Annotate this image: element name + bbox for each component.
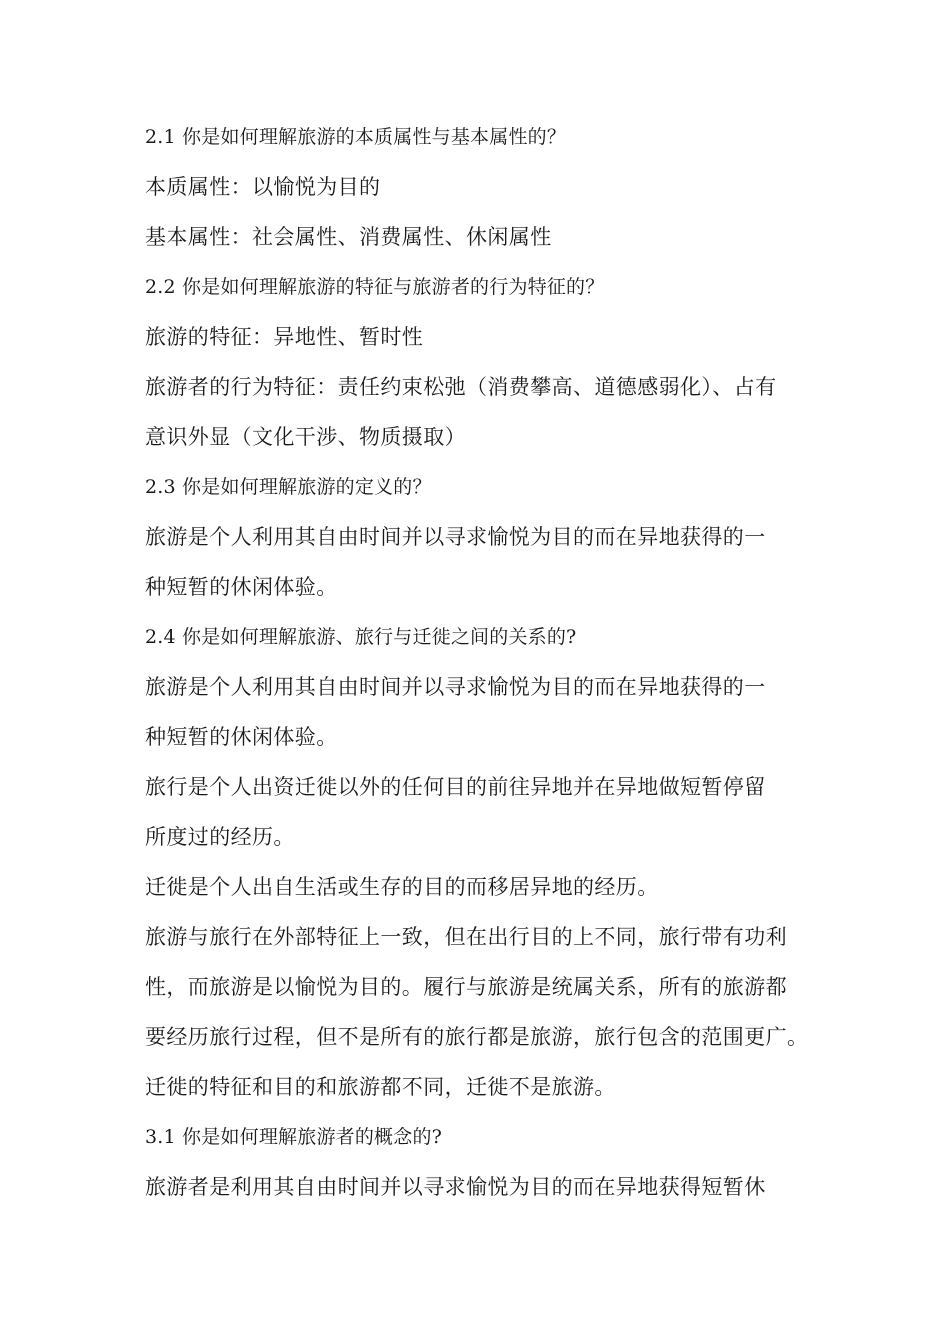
answer-line: 本质属性：以愉悦为目的: [145, 175, 381, 199]
answer-line: 基本属性：社会属性、消费属性、休闲属性: [145, 225, 552, 249]
answer-line: 种短暂的休闲体验。: [145, 575, 338, 599]
answer-line: 旅游是个人利用其自由时间并以寻求愉悦为目的而在异地获得的一: [145, 525, 766, 549]
answer-line: 所度过的经历。: [145, 825, 295, 849]
question-2-4: 2.4 你是如何理解旅游、旅行与迁徙之间的关系的?: [145, 626, 577, 648]
answer-line: 迁徙的特征和目的和旅游都不同，迁徙不是旅游。: [145, 1075, 616, 1099]
answer-line: 旅游是个人利用其自由时间并以寻求愉悦为目的而在异地获得的一: [145, 675, 766, 699]
document-body: [145, 118, 810, 1218]
answer-line: 迁徙是个人出自生活或生存的目的而移居异地的经历。: [145, 875, 659, 899]
answer-line: 意识外显（文化干涉、物质摄取）: [145, 425, 466, 449]
answer-line: 要经历旅行过程，但不是所有的旅行都是旅游，旅行包含的范围更广。: [145, 1025, 809, 1049]
answer-line: 旅游与旅行在外部特征上一致，但在出行目的上不同，旅行带有功利: [145, 925, 787, 949]
answer-line: 旅游者的行为特征：责任约束松弛（消费攀高、道德感弱化）、占有: [145, 375, 777, 399]
question-3-1: 3.1 你是如何理解旅游者的概念的?: [145, 1126, 443, 1148]
question-2-1: 2.1 你是如何理解旅游的本质属性与基本属性的？: [145, 126, 567, 148]
answer-line: 种短暂的休闲体验。: [145, 725, 338, 749]
answer-line: 旅游者是利用其自由时间并以寻求愉悦为目的而在异地获得短暂休: [145, 1175, 766, 1199]
answer-line: 旅游的特征：异地性、暂时性: [145, 325, 424, 349]
answer-line: 性，而旅游是以愉悦为目的。履行与旅游是统属关系，所有的旅游都: [145, 975, 787, 999]
answer-line: 旅行是个人出资迁徙以外的任何目的前往异地并在异地做短暂停留: [145, 775, 766, 799]
question-2-2: 2.2 你是如何理解旅游的特征与旅游者的行为特征的？: [145, 276, 605, 298]
question-2-3: 2.3 你是如何理解旅游的定义的？: [145, 476, 432, 498]
